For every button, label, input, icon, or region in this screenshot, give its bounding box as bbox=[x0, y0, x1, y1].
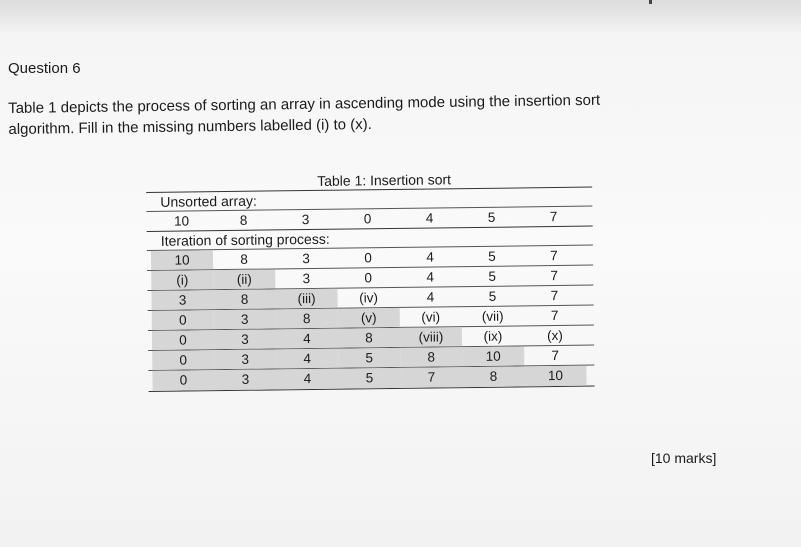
array-cell: 7 bbox=[400, 367, 462, 388]
unsorted-array-label: Unsorted array: bbox=[160, 192, 257, 210]
array-cell: (vi) bbox=[421, 309, 441, 325]
array-cell: (viii) bbox=[400, 327, 462, 347]
array-cell: 3 bbox=[151, 290, 213, 310]
array-cell: 8 bbox=[213, 289, 275, 309]
array-cell: (iv) bbox=[359, 290, 378, 306]
array-cell: 7 bbox=[550, 247, 558, 264]
insertion-sort-table bbox=[146, 170, 595, 392]
array-cell: 10 bbox=[173, 213, 190, 229]
array-cell: 5 bbox=[338, 348, 400, 368]
array-cell: 0 bbox=[364, 270, 373, 286]
array-cell: (i) bbox=[151, 270, 213, 290]
array-cell: 4 bbox=[425, 210, 434, 226]
array-cell: (iii) bbox=[275, 289, 337, 309]
array-cell: (v) bbox=[338, 308, 400, 328]
array-cell: 4 bbox=[426, 269, 435, 285]
question-title: Question 6 bbox=[8, 60, 81, 77]
array-cell: 0 bbox=[363, 211, 372, 227]
array-cell: 3 bbox=[214, 369, 276, 390]
array-cell: 0 bbox=[152, 370, 214, 391]
array-cell: 8 bbox=[400, 347, 462, 367]
array-cell: (ii) bbox=[213, 269, 275, 289]
array-cell: 3 bbox=[214, 329, 276, 349]
array-cell: 3 bbox=[302, 251, 310, 267]
array-cell: 3 bbox=[214, 309, 276, 329]
array-cell: 7 bbox=[550, 267, 559, 284]
array-cell: 5 bbox=[488, 288, 497, 304]
table-caption: Table 1: Insertion sort bbox=[317, 171, 452, 189]
array-cell: 8 bbox=[276, 309, 338, 329]
array-cell: (ix) bbox=[483, 328, 503, 344]
array-cell: 3 bbox=[301, 212, 310, 228]
array-cell: 10 bbox=[524, 366, 586, 387]
array-cell: 3 bbox=[302, 271, 311, 287]
array-cell: 0 bbox=[152, 310, 214, 330]
array-cell: 10 bbox=[462, 346, 524, 366]
array-cell: 7 bbox=[551, 347, 560, 364]
question-line-1: Table 1 depicts the process of sorting an array in ascending mode using the insertion sort bbox=[8, 91, 601, 117]
array-cell: 5 bbox=[488, 248, 496, 264]
array-cell: 10 bbox=[151, 250, 213, 270]
page-edge-mark bbox=[649, 0, 652, 4]
array-cell: 8 bbox=[240, 251, 248, 267]
question-line-2: algorithm. Fill in the missing numbers labelled (i) to (x). bbox=[8, 115, 372, 138]
page-fold-shadow bbox=[0, 0, 801, 34]
array-cell: 4 bbox=[426, 289, 435, 305]
array-cell: 8 bbox=[338, 328, 400, 348]
array-cell: 0 bbox=[152, 330, 214, 350]
iteration-label: Iteration of sorting process: bbox=[160, 230, 330, 249]
array-cell: 8 bbox=[462, 366, 524, 387]
array-cell: 0 bbox=[364, 250, 372, 266]
array-cell: 4 bbox=[276, 369, 338, 390]
array-cell: (x) bbox=[547, 327, 563, 344]
array-cell: 3 bbox=[214, 349, 276, 369]
array-cell: 5 bbox=[487, 209, 496, 225]
array-cell: 7 bbox=[550, 287, 559, 304]
array-cell: 7 bbox=[549, 208, 558, 225]
array-cell: (vii) bbox=[481, 308, 504, 324]
array-cell: 4 bbox=[276, 329, 338, 349]
array-cell: 4 bbox=[426, 249, 434, 265]
array-cell: 5 bbox=[338, 368, 400, 389]
marks-label: [10 marks] bbox=[651, 450, 717, 466]
array-cell: 8 bbox=[239, 212, 248, 228]
array-cell: 7 bbox=[550, 307, 559, 324]
array-cell: 4 bbox=[276, 349, 338, 369]
array-cell: 0 bbox=[152, 350, 214, 370]
array-cell: 5 bbox=[488, 268, 497, 284]
